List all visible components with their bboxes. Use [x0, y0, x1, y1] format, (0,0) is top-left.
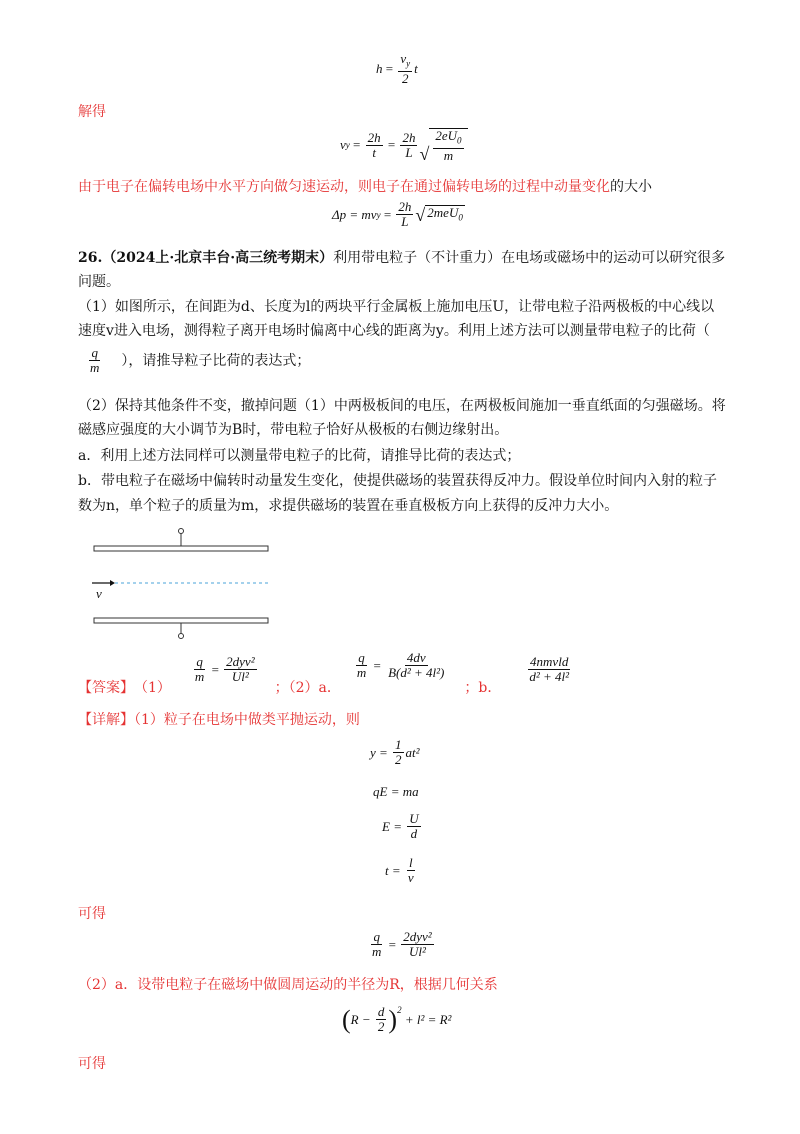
arrow-head-icon	[110, 580, 115, 586]
label-kede-2: 可得	[78, 1056, 106, 1072]
question-26-intro-cont: 问题。	[78, 274, 120, 290]
label-kede-1: 可得	[78, 906, 106, 922]
equation-y: y = $\frac{1}{2}$ at²	[370, 737, 420, 767]
velocity-label: v	[96, 586, 102, 601]
top-plate	[94, 546, 268, 551]
answer-2b-formula: $\frac{\text{4nmvld}}{\text{d² + 4l²}}$	[529, 654, 570, 684]
equation-dp: Δp = mv y = $\frac{2h}{L}$ √ 2meU$_0$	[332, 199, 463, 229]
part2a-detail: （2）a．设带电粒子在磁场中做圆周运动的半径为R，根据几何关系	[78, 977, 498, 993]
part2-a: a．利用上述方法同样可以测量带电粒子的比荷，请推导比荷的表达式；	[78, 448, 521, 464]
plates-diagram	[88, 526, 278, 644]
part2-line1: （2）保持其他条件不变，撤掉问题（1）中两极板间的电压，在两极板间施加一垂直纸面的匀强磁场。将	[78, 398, 726, 414]
answer-1-formula: $\frac{q}{m}$ = $\frac{\text{2dyv²}}{\text{Ul²}}$	[194, 654, 255, 684]
equation-h: h = $\frac{v_y}{2}$ t	[376, 51, 418, 86]
part1-line2: 速度v进入电场，测得粒子离开电场时偏离中心线的距离为y。利用上述方法可以测量带电粒子的比荷（	[78, 323, 710, 339]
momentum-line: 由于电子在偏转电场中水平方向做匀速运动，则电子在通过偏转电场的过程中动量变化的大小	[78, 179, 652, 195]
equation-qe: qE = ma	[373, 784, 419, 799]
answer-2a-formula: $\frac{q}{m}$ = $\frac{4dv}{\text{B(d² + 4l²)}}$	[356, 650, 445, 680]
label-jiede: 解得	[78, 104, 106, 120]
equation-t: t = $\frac{l}{v}$	[385, 855, 414, 885]
top-terminal	[179, 529, 184, 534]
question-26-header: 26.（2024上·北京丰台·高三统考期末）利用带电粒子（不计重力）在电场或磁场中的运动可以研究很多	[78, 250, 726, 266]
equation-e: E = $\frac{U}{d}$	[382, 811, 419, 841]
part2-line2: 磁感应强度的大小调节为B时，带电粒子恰好从极板的右侧边缘射出。	[78, 422, 509, 438]
bottom-terminal	[179, 634, 184, 639]
bottom-plate	[94, 618, 268, 623]
equation-vy: v y = $\frac{2h}{t}$ = $\frac{2h}{L}$ √ $\frac{2eU_0}{m}$	[340, 128, 468, 163]
detail-line: 【详解】（1）粒子在电场中做类平抛运动，则	[78, 712, 360, 728]
equation-geometry: ( R − $\frac{d}{2}$ ) $^2$ + l² = R²	[342, 1004, 452, 1034]
part1-line3: $\frac{q}{m}$ ），请推导粒子比荷的表达式；	[90, 345, 311, 375]
equation-qm: $\frac{q}{m}$ = $\frac{\text{2dyv²}}{\text{Ul²}}$	[372, 929, 432, 959]
part2-b-line1: b．带电粒子在磁场中偏转时动量发生变化，使提供磁场的装置获得反冲力。假设单位时间内入射的粒子	[78, 473, 717, 489]
part1-line1: （1）如图所示，在间距为d、长度为l的两块平行金属板上施加电压U，让带电粒子沿两极板的中心线以	[78, 299, 715, 315]
answer-line: 【答案】 （1） $\frac{q}{m}$ = $\frac{\text{2dyv²}}{\text{Ul²}}$ ；（2）a． $\frac{q}{m}$ = $\frac{4dv}{\text{B(d² + 4l²)}}$ ；b． $\frac{\text{4nmvld}}{\text{d² + 4l²}}$	[78, 655, 573, 699]
part2-b-line2: 数为n，单个粒子的质量为m，求提供磁场的装置在垂直极板方向上获得的反冲力大小。	[78, 498, 619, 514]
